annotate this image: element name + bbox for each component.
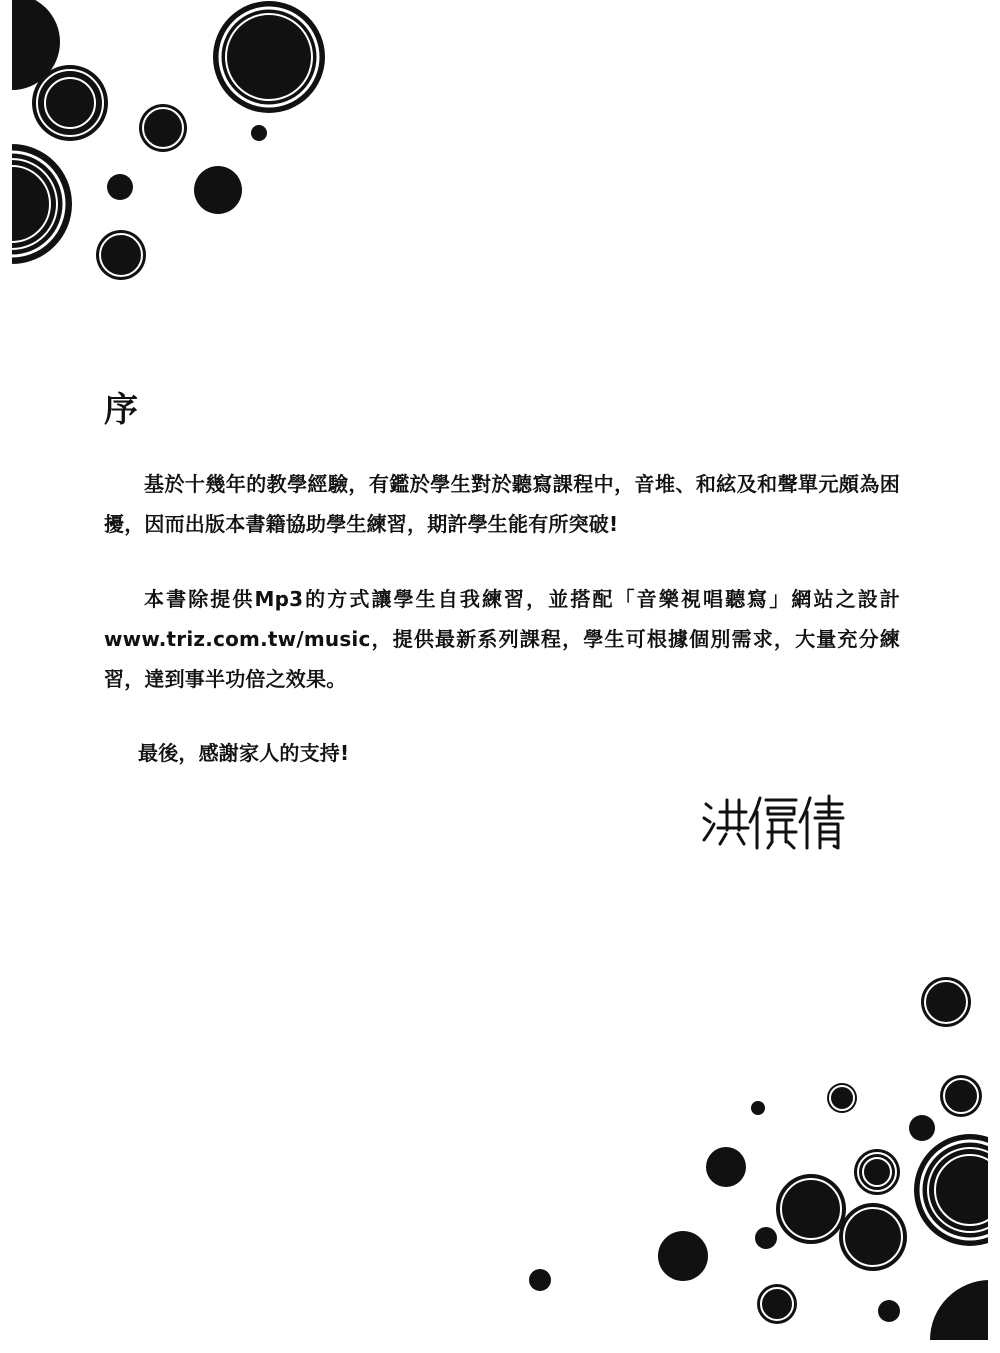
signature	[700, 790, 850, 856]
paragraph-2: 本書除提供Mp3的方式讓學生自我練習，並搭配「音樂視唱聽寫」網站之設計 www.triz.com.tw/music，提供最新系列課程，學生可根據個別需求，大量充分練習，達到事半功倍之效果。	[104, 587, 900, 691]
paragraph-3: 最後，感謝家人的支持!	[138, 741, 350, 765]
paragraph-1: 基於十幾年的教學經驗，有鑑於學生對於聽寫課程中，音堆、和絃及和聲單元頗為困擾，因而出版本書籍協助學生練習，期許學生能有所突破!	[104, 472, 900, 536]
page-title: 序	[104, 390, 138, 430]
